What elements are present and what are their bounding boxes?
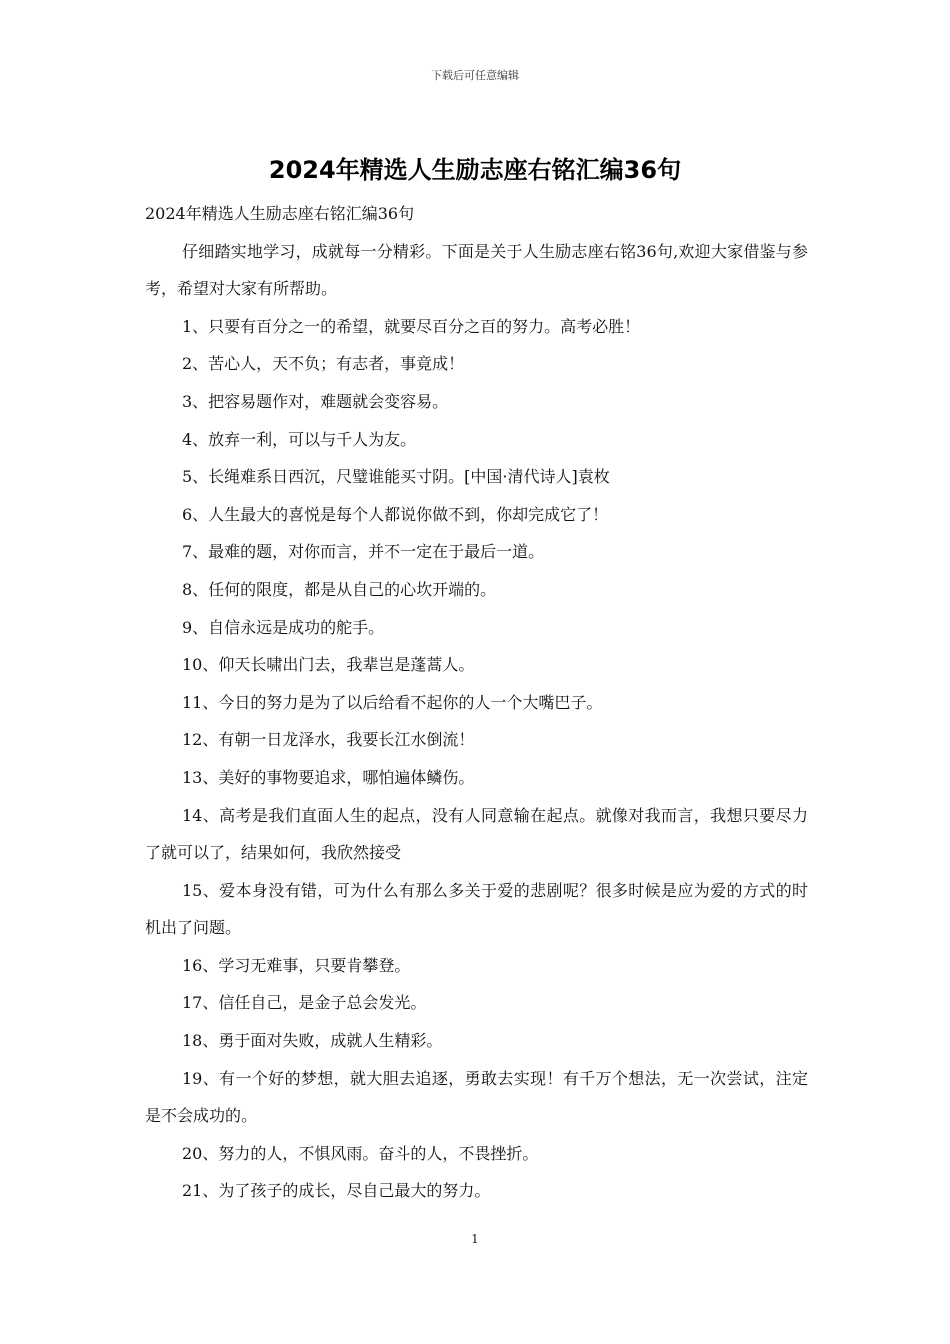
motto-item: 2、苦心人，天不负；有志者，事竟成！ <box>182 354 465 374</box>
motto-item: 15、爱本身没有错，可为什么有那么多关于爱的悲剧呢？很多时候是应为爱的方式的时机出了问题。 <box>145 880 808 938</box>
motto-item: 8、任何的限度，都是从自己的心坎开端的。 <box>182 579 497 599</box>
motto-item: 9、自信永远是成功的舵手。 <box>182 617 385 637</box>
motto-item: 20、努力的人，不惧风雨。奋斗的人，不畏挫折。 <box>182 1143 539 1163</box>
motto-item: 7、最难的题，对你而言，并不一定在于最后一道。 <box>182 542 545 562</box>
motto-item: 16、学习无难事，只要肯攀登。 <box>182 955 411 975</box>
motto-item: 10、仰天长啸出门去，我辈岂是蓬蒿人。 <box>182 655 475 675</box>
intro-paragraph: 仔细踏实地学习，成就每一分精彩。下面是关于人生励志座右铭36句,欢迎大家借鉴与参考，希望对大家有所帮助。 <box>145 241 808 299</box>
motto-item: 13、美好的事物要追求，哪怕遍体鳞伤。 <box>182 767 475 787</box>
motto-item: 3、把容易题作对，难题就会变容易。 <box>182 391 449 411</box>
document-title: 2024年精选人生励志座右铭汇编36句 <box>268 156 682 184</box>
motto-item: 11、今日的努力是为了以后给看不起你的人一个大嘴巴子。 <box>182 692 603 712</box>
motto-item: 5、长绳难系日西沉，尺璧谁能买寸阴。[中国·清代诗人]袁枚 <box>182 467 610 487</box>
motto-item: 17、信任自己，是金子总会发光。 <box>182 993 427 1013</box>
motto-item: 12、有朝一日龙泽水，我要长江水倒流！ <box>182 730 475 750</box>
subtitle-line: 2024年精选人生励志座右铭汇编36句 <box>145 204 415 223</box>
header-note: 下载后可任意编辑 <box>431 69 519 82</box>
motto-item: 6、人生最大的喜悦是每个人都说你做不到，你却完成它了！ <box>182 504 609 524</box>
page-number: 1 <box>471 1232 479 1246</box>
motto-item: 21、为了孩子的成长，尽自己最大的努力。 <box>182 1181 491 1201</box>
motto-item: 19、有一个好的梦想，就大胆去追逐，勇敢去实现！有千万个想法，无一次尝试，注定是不会成功的。 <box>145 1068 808 1126</box>
motto-item: 18、勇于面对失败，成就人生精彩。 <box>182 1031 443 1051</box>
motto-item: 4、放弃一利，可以与千人为友。 <box>182 429 417 449</box>
document-body <box>145 195 808 1210</box>
motto-item: 14、高考是我们直面人生的起点，没有人同意输在起点。就像对我而言，我想只要尽力了就可以了，结果如何，我欣然接受 <box>145 805 808 863</box>
motto-item: 1、只要有百分之一的希望，就要尽百分之百的努力。高考必胜！ <box>182 316 641 336</box>
